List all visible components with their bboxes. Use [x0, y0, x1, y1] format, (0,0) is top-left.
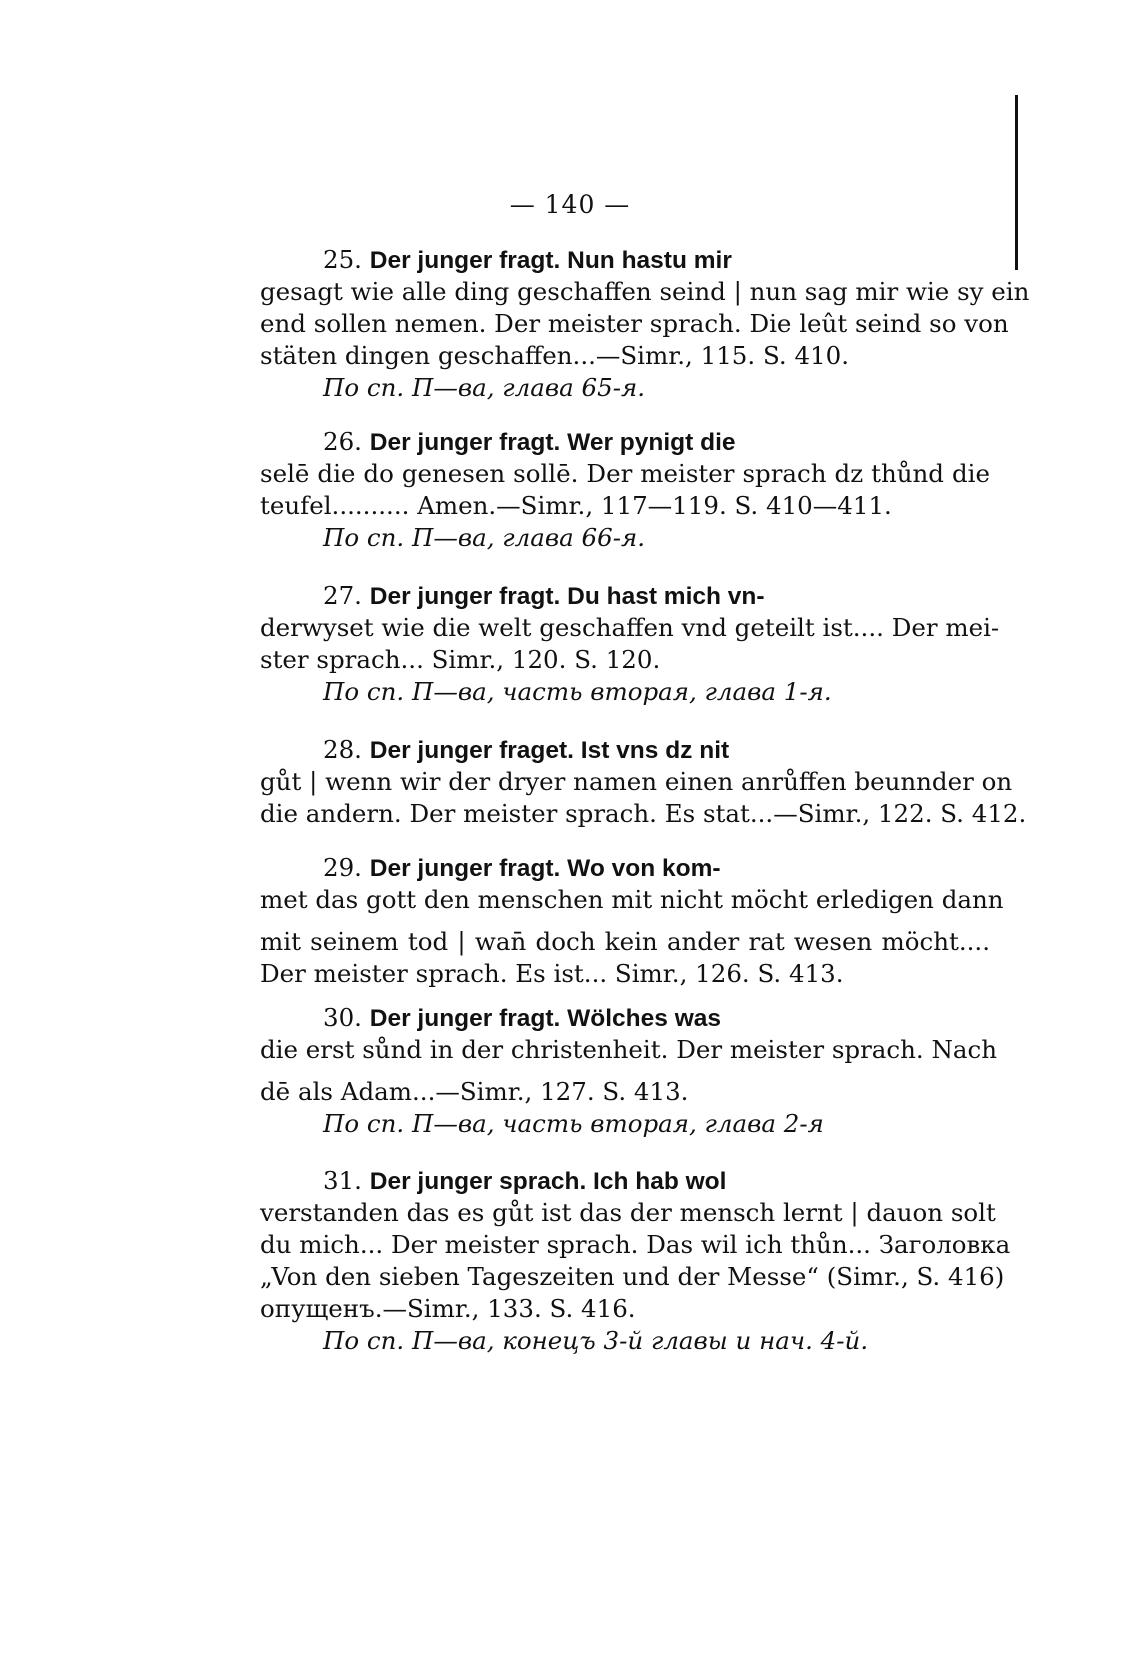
entry-27 — [260, 580, 1000, 708]
entry-note: По сп. П—ва, глава 66-я. — [323, 523, 645, 552]
entry-line: die erst sůnd in der christenheit. Der meister sprach. Nach — [260, 1035, 998, 1064]
entry-line: end sollen nemen. Der meister sprach. Die leût seind so von — [260, 309, 1009, 338]
entry-line: gůt | wenn wir der dryer namen einen anrůffen beunnder on — [260, 767, 1013, 796]
entry-number: 31. — [323, 1166, 362, 1195]
entry-line: опущенъ.—Simr., 133. S. 416. — [260, 1294, 636, 1323]
entry-heading-text: Der junger fraget. Ist vns dz nit — [369, 737, 730, 764]
entry-line: dē als Adam...—Simr., 127. S. 413. — [260, 1077, 689, 1106]
entry-line: „Von den sieben Tageszeiten und der Messe“ (Simr., S. 416) — [260, 1262, 1005, 1291]
entry-note: По сп. П—ва, часть вторая, глава 1-я. — [323, 677, 832, 706]
entry-heading — [260, 580, 990, 612]
entry-heading — [260, 244, 990, 276]
entry-heading-text: Der junger fragt. Nun hastu mir — [369, 247, 732, 274]
entry-line: derwyset wie die welt geschaffen vnd geteilt ist.... Der mei- — [260, 613, 1000, 642]
entry-line: verstanden das es gůt ist das der mensch lernt | dauon solt — [260, 1198, 996, 1227]
entry-heading — [260, 1165, 990, 1197]
entry-line: stäten dingen geschaffen...—Simr., 115. S. 410. — [260, 341, 850, 370]
entry-heading — [260, 426, 990, 458]
entry-30 — [260, 1002, 998, 1140]
entry-heading — [260, 1002, 990, 1034]
entry-note: По сп. П—ва, конецъ 3-й главы и нач. 4-й. — [323, 1326, 869, 1355]
entry-number: 25. — [323, 245, 362, 274]
entry-heading-text: Der junger fragt. Wer pynigt die — [369, 429, 736, 456]
entry-number: 26. — [323, 427, 362, 456]
entry-note: По сп. П—ва, часть вторая, глава 2-я — [323, 1109, 824, 1138]
entry-line: selē die do genesen sollē. Der meister sprach dz thůnd die — [260, 459, 990, 488]
entry-31 — [260, 1165, 1011, 1357]
entry-29 — [260, 852, 1004, 990]
entry-heading-text: Der junger fragt. Wölches was — [369, 1005, 722, 1032]
entry-28 — [260, 734, 1027, 830]
entry-line: teufel.......... Amen.—Simr., 117—119. S. 410—411. — [260, 491, 892, 520]
entry-number: 27. — [323, 581, 362, 610]
entry-heading — [260, 734, 990, 766]
entry-line: mit seinem tod | wan̄ doch kein ander rat wesen möcht.... — [260, 927, 990, 956]
entry-line: die andern. Der meister sprach. Es stat...—Simr., 122. S. 412. — [260, 799, 1027, 828]
entry-heading-text: Der junger sprach. Ich hab wol — [369, 1168, 727, 1195]
page-number: — 140 — — [509, 190, 631, 219]
entry-number: 30. — [323, 1003, 362, 1032]
entry-number: 29. — [323, 853, 362, 882]
scan-edge-rule — [1015, 95, 1018, 270]
entry-note: По сп. П—ва, глава 65-я. — [323, 373, 645, 402]
entry-heading-text: Der junger fragt. Wo von kom- — [369, 855, 721, 882]
entry-line: Der meister sprach. Es ist... Simr., 126. S. 413. — [260, 959, 844, 988]
entry-line: du mich... Der meister sprach. Das wil ich thůn... Заголовка — [260, 1230, 1011, 1259]
entry-heading-text: Der junger fragt. Du hast mich vn- — [369, 583, 765, 610]
entry-26 — [260, 426, 990, 554]
entry-line: met das gott den menschen mit nicht möcht erledigen dann — [260, 885, 1004, 914]
entry-heading — [260, 852, 990, 884]
entry-25 — [260, 244, 1030, 404]
entry-number: 28. — [323, 735, 362, 764]
entry-line: ster sprach... Simr., 120. S. 120. — [260, 645, 661, 674]
entry-line: gesagt wie alle ding geschaffen seind | nun sag mir wie sy ein — [260, 277, 1030, 306]
